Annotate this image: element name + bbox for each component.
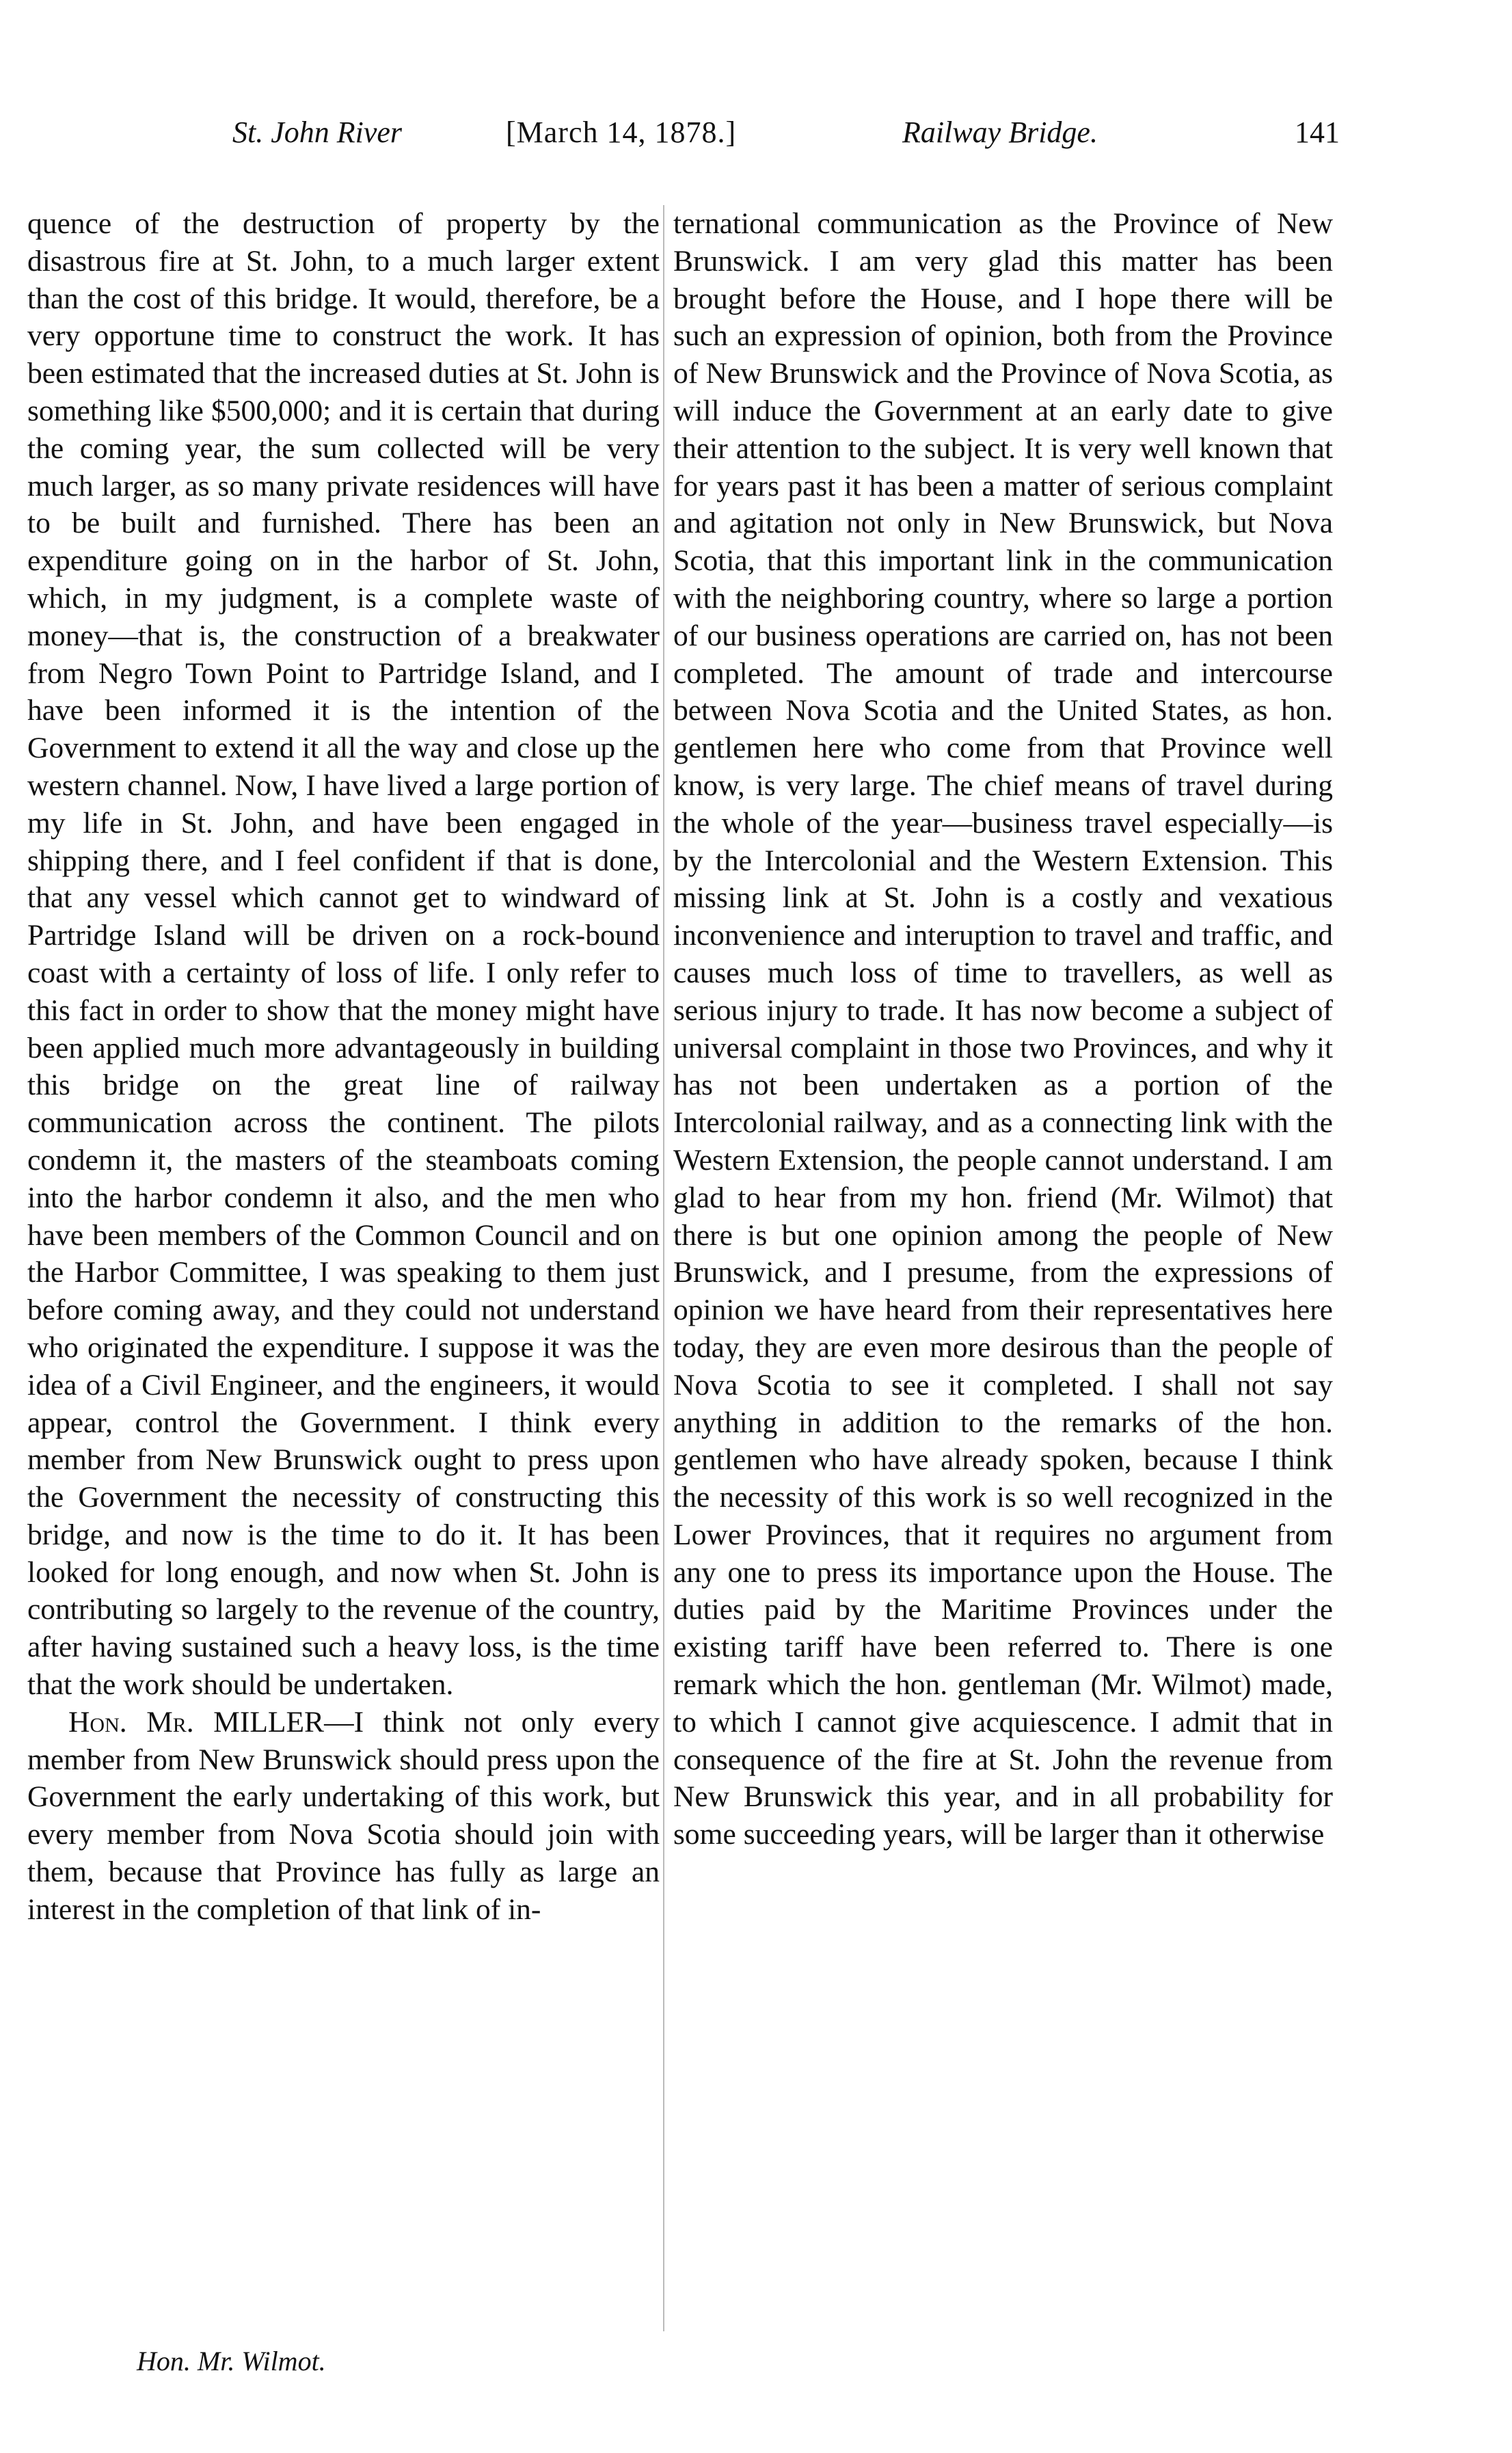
column-divider (663, 205, 664, 2331)
header-right-title: Railway Bridge. (902, 116, 1098, 149)
page-number: 141 (1295, 116, 1340, 149)
right-paragraph-1: ternational communication as the Province of New Brunswick. I am very glad this matter has been brought before the House, and I hope there will be such an expression of opinion, both from the Province of New Brunswick and the Province of Nova Scotia, as will induce the Government at an early date to give their attention to the subject. It is very well known that for years past it has been a matter of serious complaint and agitation not only in New Brunswick, but Nova Scotia, that this important link in the communication with the neighboring country, where so large a portion of our business operations are carried on, has not been completed. The amount of trade and intercourse between Nova Scotia and the United States, as hon. gentlemen here who come from that Province well know, is very large. The chief means of travel during the whole of the year—business travel especially—is by the Intercolonial and the Western Extension. This missing link at St. John is a costly and vexatious inconvenience and interuption to travel and traffic, and causes much loss of time to travellers, as well as serious injury to trade. It has now become a subject of universal complaint in those two Provinces, and why it has not been undertaken as a portion of the Intercolonial railway, and as a connecting link with the Western Extension, the people cannot understand. I am glad to hear from my hon. friend (Mr. Wilmot) that there is but one opinion among the people of New Brunswick, and I presume, from the expressions of opinion we have heard from their representatives here today, they are even more desirous than the people of Nova Scotia to see it completed. I shall not say anything in addition to the remarks of the hon. gentlemen who have already spoken, because I think the necessity of this work is so well recognized in the Lower Provinces, that it requires no argument from any one to press its importance upon the House. The duties paid by the Maritime Provinces under the existing tariff have been referred to. There is one remark which the hon. gentleman (Mr. Wilmot) made, to which I cannot give acquiescence. I admit that in consequence of the fire at St. John the revenue from New Brunswick this year, and in all probability for some succeeding years, will be larger than it otherwise (673, 207, 1333, 1851)
speaker-name: Hon. Mr. MILLER (68, 1705, 325, 1739)
header-left-title: St. John River (232, 116, 403, 149)
header-date: [March 14, 1878.] (506, 116, 737, 149)
running-header (205, 115, 1340, 170)
left-paragraph-2 (27, 1704, 660, 1929)
left-paragraph-1: quence of the destruction of property by the disastrous fire at St. John, to a much larger extent than the cost of this bridge. It would, therefore, be a very opportune time to construct the work. It has been estimated that the increased duties at St. John is something like $500,000; and it is certain that during the coming year, the sum collected will be very much larger, as so many private residences will have to be built and furnished. There has been an expenditure going on in the harbor of St. John, which, in my judgment, is a complete waste of money—that is, the construction of a breakwater from Negro Town Point to Partridge Island, and I have been informed it is the intention of the Government to extend it all the way and close up the western channel. Now, I have lived a large portion of my life in St. John, and have been engaged in shipping there, and I feel confident if that is done, that any vessel which cannot get to windward of Partridge Island will be driven on a rock-bound coast with a certainty of loss of life. I only refer to this fact in order to show that the money might have been applied much more advantageously in building this bridge on the great line of railway communication across the continent. The pilots condemn it, the masters of the steamboats coming into the harbor condemn it also, and the men who have been members of the Common Council and on the Harbor Committee, I was speaking to them just before coming away, and they could not understand who originated the expenditure. I suppose it was the idea of a Civil Engineer, and the engineers, it would appear, control the Government. I think every member from New Brunswick ought to press upon the Government the necessity of constructing this bridge, and now is the time to do it. It has been looked for long enough, and now when St. John is contributing so largely to the revenue of the country, after having sustained such a heavy loss, is the time that the work should be undertaken. (27, 207, 660, 1702)
speaker-remarks: —I think not only every member from New Brunswick should press upon the Government the early undertaking of this work, but every member from Nova Scotia should join with them, because that Province has fully as large an interest in the completion of that link of in- (27, 1705, 660, 1926)
left-column (27, 205, 660, 1929)
right-column (673, 205, 1333, 1853)
catchword: Hon. Mr. Wilmot. (137, 2346, 326, 2376)
